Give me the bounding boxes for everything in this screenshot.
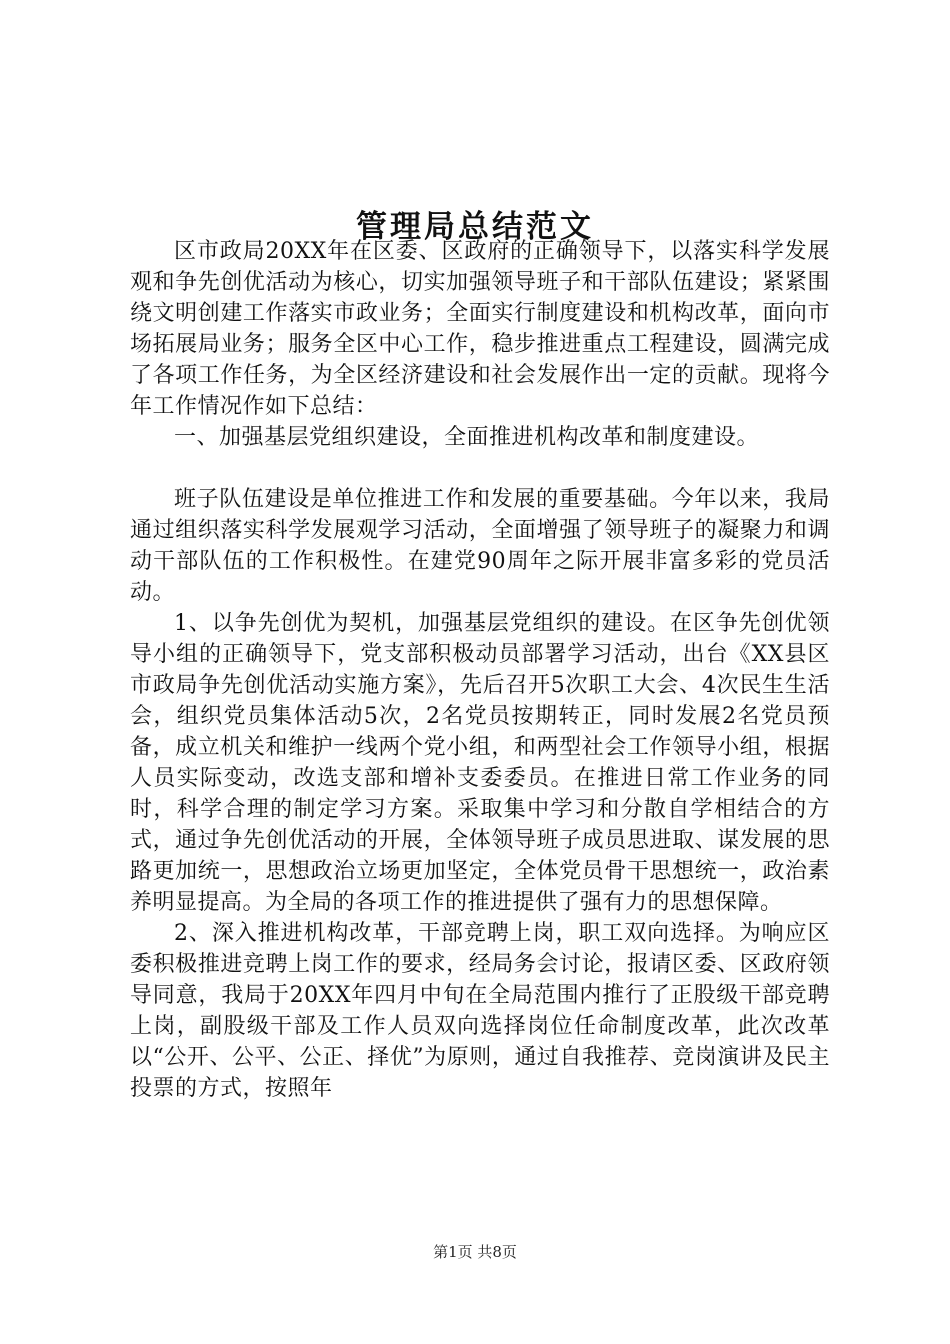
body-paragraph: 1、以争先创优为契机，加强基层党组织的建设。在区争先创优领导小组的正确领导下，党支部积极动员部署学习活动，出台《XX县区市政局争先创优活动实施方案》，先后召开5次职工大会、4次民生生活会，组织党员集体活动5次，2名党员按期转正，同时发展2名党员预备，成立机关和维护一线两个党小组，和两型社会工作领导小组，根据人员实际变动，改选支部和增补支委委员。在推进日常工作业务的同时，科学合理的制定学习方案。采取集中学习和分散自学相结合的方式，通过争先创优活动的开展，全体领导班子成员思进取、谋发展的思路更加统一，思想政治立场更加坚定，全体党员骨干思想统一，政治素养明显提高。为全局的各项工作的推进提供了强有力的思想保障。 [130,611,830,915]
intro-paragraph: 区市政局20XX年在区委、区政府的正确领导下，以落实科学发展观和争先创优活动为核心，切实加强领导班子和干部队伍建设；紧紧围绕文明创建工作落实市政业务；全面实行制度建设和机构改革，面向市场拓展局业务；服务全区中心工作，稳步推进重点工程建设，圆满完成了各项工作任务，为全区经济建设和社会发展作出一定的贡献。现将今年工作情况作如下总结： [130,239,830,419]
body-paragraph: 2、深入推进机构改革，干部竞聘上岗，职工双向选择。为响应区委积极推进竞聘上岗工作的要求，经局务会讨论，报请区委、区政府领导同意，我局于20XX年四月中旬在全局范围内推行了正股级干部竞聘上岗，副股级干部及工作人员双向选择岗位任命制度改革，此次改革以“公开、公平、公正、择优”为原则，通过自我推荐、竞岗演讲及民主投票的方式，按照年 [130,921,830,1101]
section-heading: 一、加强基层党组织建设，全面推进机构改革和制度建设。 [174,425,760,450]
document-title: 管理局总结范文 [356,208,594,245]
body-paragraph: 班子队伍建设是单位推进工作和发展的重要基础。今年以来，我局通过组织落实科学发展观学习活动，全面增强了领导班子的凝聚力和调动干部队伍的工作积极性。在建党90周年之际开展非富多彩的党员活动。 [130,487,830,605]
page-number-footer: 第1页 共8页 [433,1243,517,1261]
document-body [130,236,830,1104]
